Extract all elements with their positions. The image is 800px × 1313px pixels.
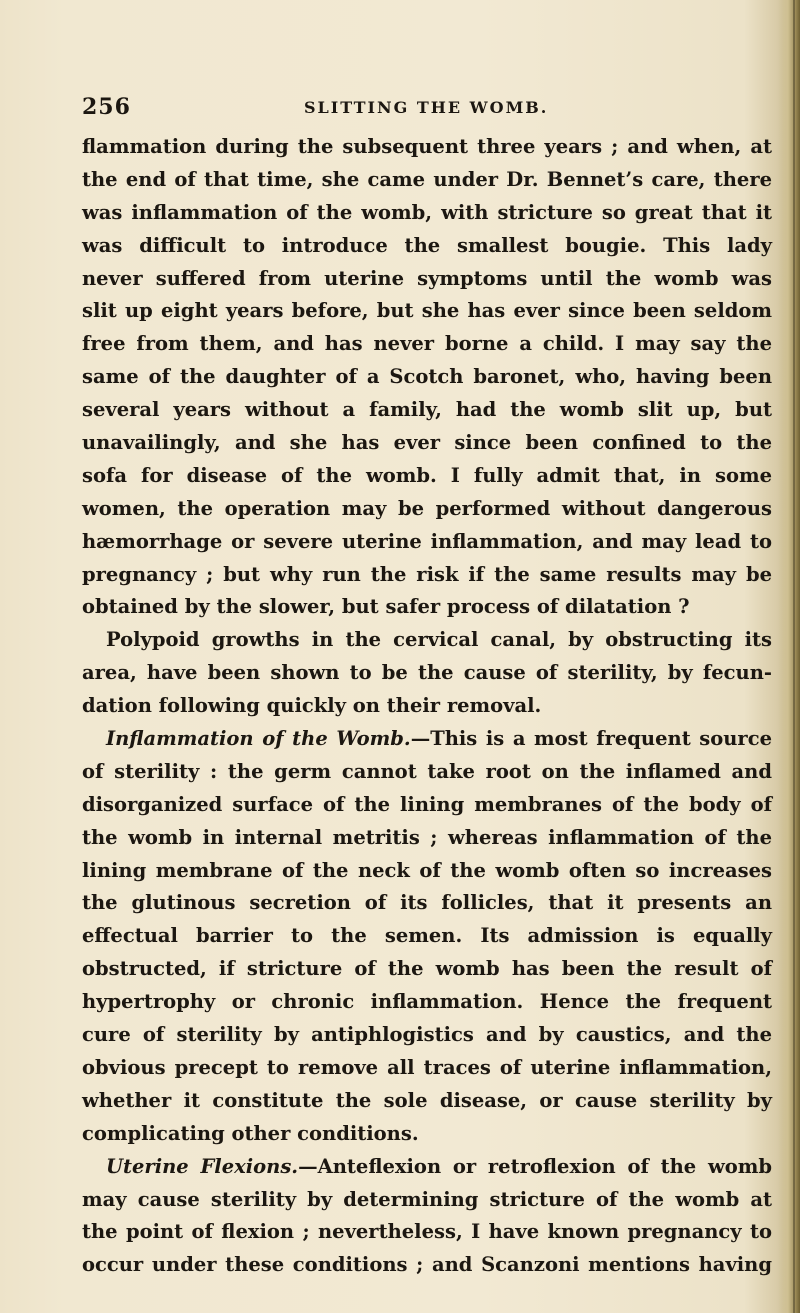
page-number: 256 (82, 94, 131, 120)
text-line: obvious precept to remove all traces of uterine inflammation, (82, 1055, 772, 1079)
text-line: hæmorrhage or severe uterine inflammation, and may lead to (82, 529, 772, 553)
text-line: complicating other conditions. (82, 1121, 419, 1145)
body-text (82, 131, 772, 1282)
running-head: SLITTING THE WOMB. (304, 98, 549, 117)
paragraph-heading-line (82, 1151, 772, 1184)
text-line: disorganized surface of the lining membranes of the body of (82, 792, 772, 816)
text-line: slit up eight years before, but she has ever since been seldom (82, 299, 772, 323)
heading-line-rest: —Anteflexion or retroflexion of the womb (298, 1154, 772, 1178)
text-line: the end of that time, she came under Dr. Bennet’s care, there (82, 167, 772, 191)
text-line: of sterility : the germ cannot take root on the inflamed and (82, 759, 772, 783)
text-line: never suffered from uterine symptoms until the womb was (82, 266, 772, 290)
text-line: occur under these conditions ; and Scanzoni mentions having (82, 1253, 772, 1277)
text-line: Polypoid growths in the cervical canal, by obstructing its (106, 628, 772, 652)
text-line: hypertrophy or chronic inflammation. Hence the frequent (82, 990, 772, 1014)
text-line: women, the operation may be performed without dangerous (82, 496, 772, 520)
text-line: was difficult to introduce the smallest bougie. This lady (82, 233, 772, 257)
page-edge-line (793, 0, 795, 1313)
text-line: obtained by the slower, but safer process of dilatation ? (82, 595, 690, 619)
page-header (82, 92, 772, 122)
text-line: sofa for disease of the womb. I fully admit that, in some (82, 463, 772, 487)
text-line: the glutinous secretion of its follicles, that it presents an (82, 891, 772, 915)
text-line: same of the daughter of a Scotch baronet, who, having been (82, 365, 772, 389)
paragraph-heading-line (82, 723, 772, 756)
text-line: lining membrane of the neck of the womb often so increases (82, 858, 772, 882)
text-line: effectual barrier to the semen. Its admission is equally (82, 924, 772, 948)
text-line: area, have been shown to be the cause of sterility, by fecun- (82, 661, 772, 685)
heading-line-rest: —This is a most frequent source (410, 727, 772, 751)
text-line: dation following quickly on their removal. (82, 694, 542, 718)
text-line: pregnancy ; but why run the risk if the same results may be (82, 562, 772, 586)
text-line: obstructed, if stricture of the womb has been the result of (82, 957, 772, 981)
text-line: the point of flexion ; nevertheless, I have known pregnancy to (82, 1220, 772, 1244)
text-line: whether it constitute the sole disease, or cause sterility by (82, 1088, 772, 1112)
text-line: may cause sterility by determining stricture of the womb at (82, 1187, 772, 1211)
page-edge-shadow (778, 0, 800, 1313)
text-line: unavailingly, and she has ever since been confined to the (82, 431, 772, 455)
text-line: the womb in internal metritis ; whereas inflammation of the (82, 825, 772, 849)
text-line: was inflammation of the womb, with stricture so great that it (82, 200, 772, 224)
text-line: several years without a family, had the womb slit up, but (82, 398, 772, 422)
text-line: cure of sterility by antiphlogistics and by caustics, and the (82, 1023, 772, 1047)
text-line: flammation during the subsequent three years ; and when, at (82, 135, 772, 158)
section-heading-flexions: Uterine Flexions. (106, 1154, 299, 1178)
section-heading-inflammation: Inflammation of the Womb. (106, 727, 411, 751)
text-line: free from them, and has never borne a child. I may say the (82, 332, 772, 356)
